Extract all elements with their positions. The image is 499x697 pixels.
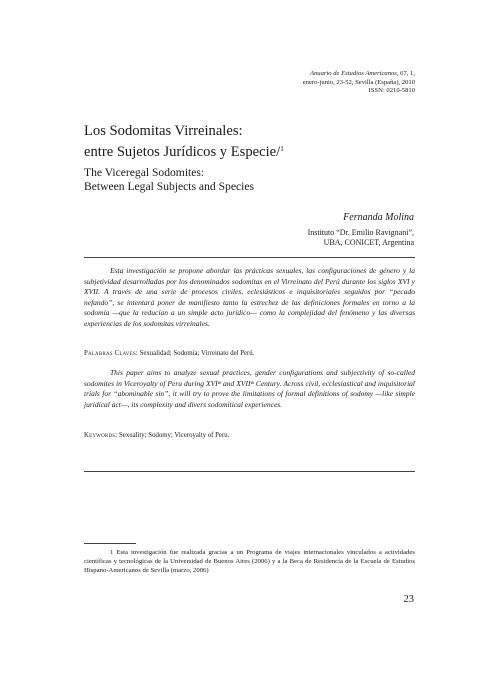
abstract-bottom-rule <box>84 471 415 472</box>
title-footnote-mark: 1 <box>280 144 284 153</box>
footnote-rule <box>84 543 136 544</box>
affiliation-line2: UBA, CONICET, Argentina <box>323 238 414 247</box>
page-number: 23 <box>403 594 414 605</box>
title-line2: entre Sujetos Jurídicos y Especie/ <box>84 144 281 160</box>
title-en-line2: Between Legal Subjects and Species <box>84 180 254 193</box>
keywords-english-label: Keywords: <box>84 432 118 439</box>
article-title <box>84 123 414 161</box>
keywords-spanish-text: Sexualidad; Sodomía; Virreinato del Perú. <box>137 350 255 357</box>
author-affiliation <box>214 228 414 248</box>
keywords-english-text: Sexuality; Sodomy; Viceroyalty of Peru. <box>117 432 230 439</box>
abstract-top-rule <box>84 257 415 258</box>
keywords-spanish <box>84 349 415 358</box>
footnote: 1 Esta investigación fue realizada gracias a un Programa de viajes internacionales vinculados a actividades científicas y tecnológicas de la Universidad de Buenos Aires (2006) y a la Beca de Residencia de la Escuela de Estudios Hispano-Americanos de Sevilla (marzo, 2006) <box>84 549 415 574</box>
journal-name: Anuario de Estudios Americanos <box>309 70 397 77</box>
journal-issn: ISSN: 0210-5810 <box>368 87 415 95</box>
author-name: Fernanda Molina <box>343 212 414 223</box>
journal-reference <box>195 70 415 96</box>
abstract-spanish: Esta investigación se propone abordar las prácticas sexuales, las configuraciones de género y la subjetividad desarrolladas por los denominados sodomitas en el Virreinato del Perú durante los siglos XVI y XVII. A través de una serie de procesos civiles, eclesiásticos e inquisitoriales seguidos por “pecado nefando”, se intentará poner de manifiesto tanto la estrechez de las definiciones formales en torno a la sodomía —que la reducían a un simple acto jurídico— como la complejidad del fenómeno y las diversas experiencias de los sodomitas virreinales. <box>84 266 415 328</box>
abstract-english: This paper aims to analyze sexual practices, gender configurations and subjectivity of so-called sodomites in Viceroyalty of Peru during XVIᵗʰ and XVIIᵗʰ Century. Across civil, ecclesiastical and inquisitorial trials for “abominable sin”, it will try to prove the limitations of formal definitions of sodomy —like simple juridical act—, its complexity and divers sodomitical experiences. <box>84 368 415 409</box>
title-en-line1: The Viceregal Sodomites: <box>84 166 205 179</box>
keywords-spanish-label: Palabras Claves: <box>84 350 138 357</box>
journal-ref-line1 <box>195 70 415 79</box>
keywords-english <box>84 431 415 440</box>
affiliation-line1: Instituto “Dr. Emilio Ravignani”, <box>307 228 414 237</box>
journal-ref-line2: enero-junio, 23-52, Sevilla (España), 2010 <box>302 78 415 86</box>
article-title-english <box>84 166 414 194</box>
journal-volume: , 67, 1, <box>396 70 415 77</box>
title-line1: Los Sodomitas Virreinales: <box>84 123 243 139</box>
